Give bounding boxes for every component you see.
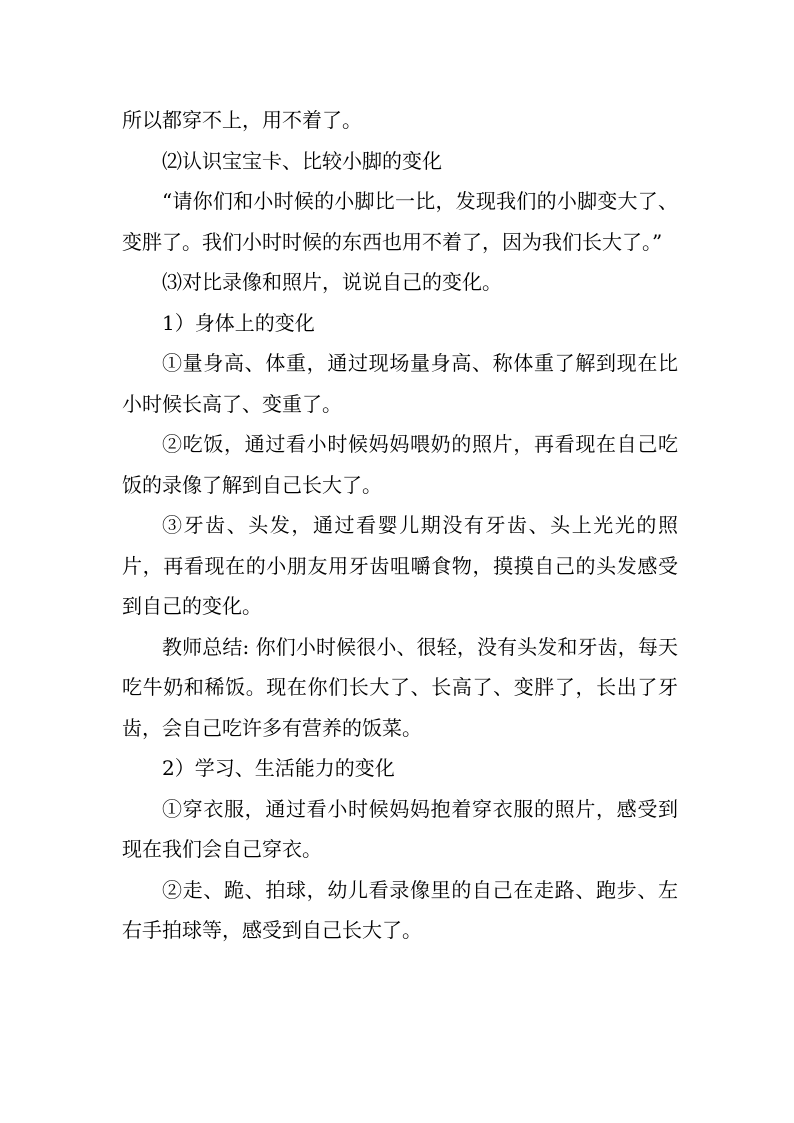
paragraph-10: 2）学习、生活能力的变化 bbox=[162, 756, 395, 780]
paragraph-6: ①量身高、体重，通过现场量身高、称体重了解到现在比小时候长高了、变重了。 bbox=[122, 351, 678, 416]
document-body bbox=[122, 100, 678, 951]
paragraph-7: ②吃饭，通过看小时候妈妈喂奶的照片，再看现在自己吃饭的录像了解到自己长大了。 bbox=[122, 432, 678, 497]
paragraph-8: ③牙齿、头发，通过看婴儿期没有牙齿、头上光光的照片，再看现在的小朋友用牙齿咀嚼食物，摸摸自己的头发感受到自己的变化。 bbox=[122, 513, 678, 618]
paragraph-12: ②走、跪、拍球，幼儿看录像里的自己在走路、跑步、左右手拍球等，感受到自己长大了。 bbox=[122, 877, 678, 942]
paragraph-3: “请你们和小时候的小脚比一比，发现我们的小脚变大了、变胖了。我们小时时候的东西也用不着了，因为我们长大了。” bbox=[122, 189, 678, 254]
paragraph-2: ⑵认识宝宝卡、比较小脚的变化 bbox=[162, 148, 442, 173]
paragraph-11: ①穿衣服，通过看小时候妈妈抱着穿衣服的照片，感受到现在我们会自己穿衣。 bbox=[122, 796, 678, 861]
paragraph-9: 教师总结: 你们小时候很小、很轻，没有头发和牙齿，每天吃牛奶和稀饭。现在你们长大了、长高了、变胖了，长出了牙齿，会自己吃许多有营养的饭菜。 bbox=[122, 634, 678, 740]
paragraph-5: 1）身体上的变化 bbox=[162, 310, 315, 335]
paragraph-1: 所以都穿不上，用不着了。 bbox=[122, 108, 362, 132]
paragraph-4: ⑶对比录像和照片，说说自己的变化。 bbox=[162, 270, 502, 294]
